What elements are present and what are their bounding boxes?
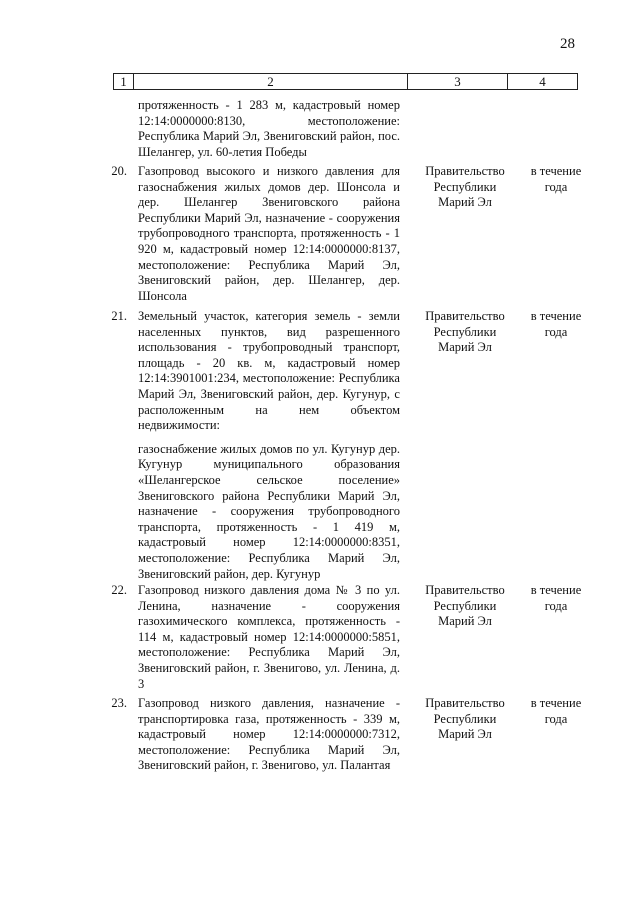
row-term: в течение года — [530, 696, 582, 726]
row-number: 21. — [111, 309, 127, 323]
header-col-1: 1 — [114, 74, 134, 90]
row-term: в течение года — [530, 309, 582, 339]
row-term: в течение года — [530, 583, 582, 613]
row-number: 23. — [111, 696, 127, 710]
row-responsible: Правительство Республики Марий Эл — [425, 164, 505, 210]
row-description: Земельный участок, категория земель - земли населенных пунктов, вид разрешенного использования - трубопроводный транспорт, площадь - 20 кв. м, кадастровый номер 12:14:3901001:234, местоположение: Республика Марий Эл, Звениговский район, дер. Кугунур, с расположенным на нем объектом недвижимости: газоснабжение жилых домов по ул. Кугунур дер. Кугунур муниципального образования «Шелангерское сельское поселение» Звениговского района Республики Марий Эл, назначение - сооружения трубопроводного транспорта, протяженность - 1 419 м, кадастровый номер 12:14:0000000:8351, местоположение: Республика Марий Эл, Звениговский район, дер. Кугунур — [138, 309, 400, 581]
table-header — [113, 73, 578, 90]
row-description: Газопровод высокого и низкого давления для газоснабжения жилых домов дер. Шонсола и дер. Шелангер Звениговского района Республики Марий Эл, назначение - сооружения трубопроводного транспорта, протяженность - 1 920 м, кадастровый номер 12:14:0000000:8137, местоположение: Республика Марий Эл, Звениговский район, дер. Шелангер, дер. Шонсола — [138, 164, 400, 303]
page-number: 28 — [560, 36, 575, 52]
row-term: в течение года — [530, 164, 582, 194]
row-description-continued: газоснабжение жилых домов по ул. Кугунур дер. Кугунур муниципального образования «Шелангерское сельское поселение» Звениговского района Республики Марий Эл, назначение - сооружения трубопроводного транспорта, протяженность - 1 419 м, кадастровый номер 12:14:0000000:8351, местоположение: Республика Марий Эл, Звениговский район, дер. Кугунур — [138, 441, 400, 581]
row-responsible: Правительство Республики Марий Эл — [425, 696, 505, 742]
header-col-3: 3 — [408, 74, 508, 90]
header-col-4: 4 — [508, 74, 578, 90]
row-number: 22. — [111, 583, 127, 597]
row-responsible: Правительство Республики Марий Эл — [425, 583, 505, 629]
row-number: 20. — [111, 164, 127, 178]
row-description: Газопровод низкого давления дома № 3 по ул. Ленина, назначение - сооружения газохимического комплекса, протяженность - 114 м, кадастровый номер 12:14:0000000:5851, местоположение: Республика Марий Эл, Звениговский район, г. Звенигово, ул. Ленина, д. 3 — [138, 583, 400, 691]
continuation-text: протяженность - 1 283 м, кадастровый номер 12:14:0000000:8130, местоположение: Республика Марий Эл, Звениговский район, пос. Шелангер, ул. 60-летия Победы — [138, 98, 400, 159]
row-description: Газопровод низкого давления, назначение - транспортировка газа, протяженность - 339 м, кадастровый номер 12:14:0000000:7312, местоположение: Республика Марий Эл, Звениговский район, г. Звенигово, ул. Палантая — [138, 696, 400, 773]
row-responsible: Правительство Республики Марий Эл — [425, 309, 505, 355]
header-col-2: 2 — [134, 74, 408, 90]
